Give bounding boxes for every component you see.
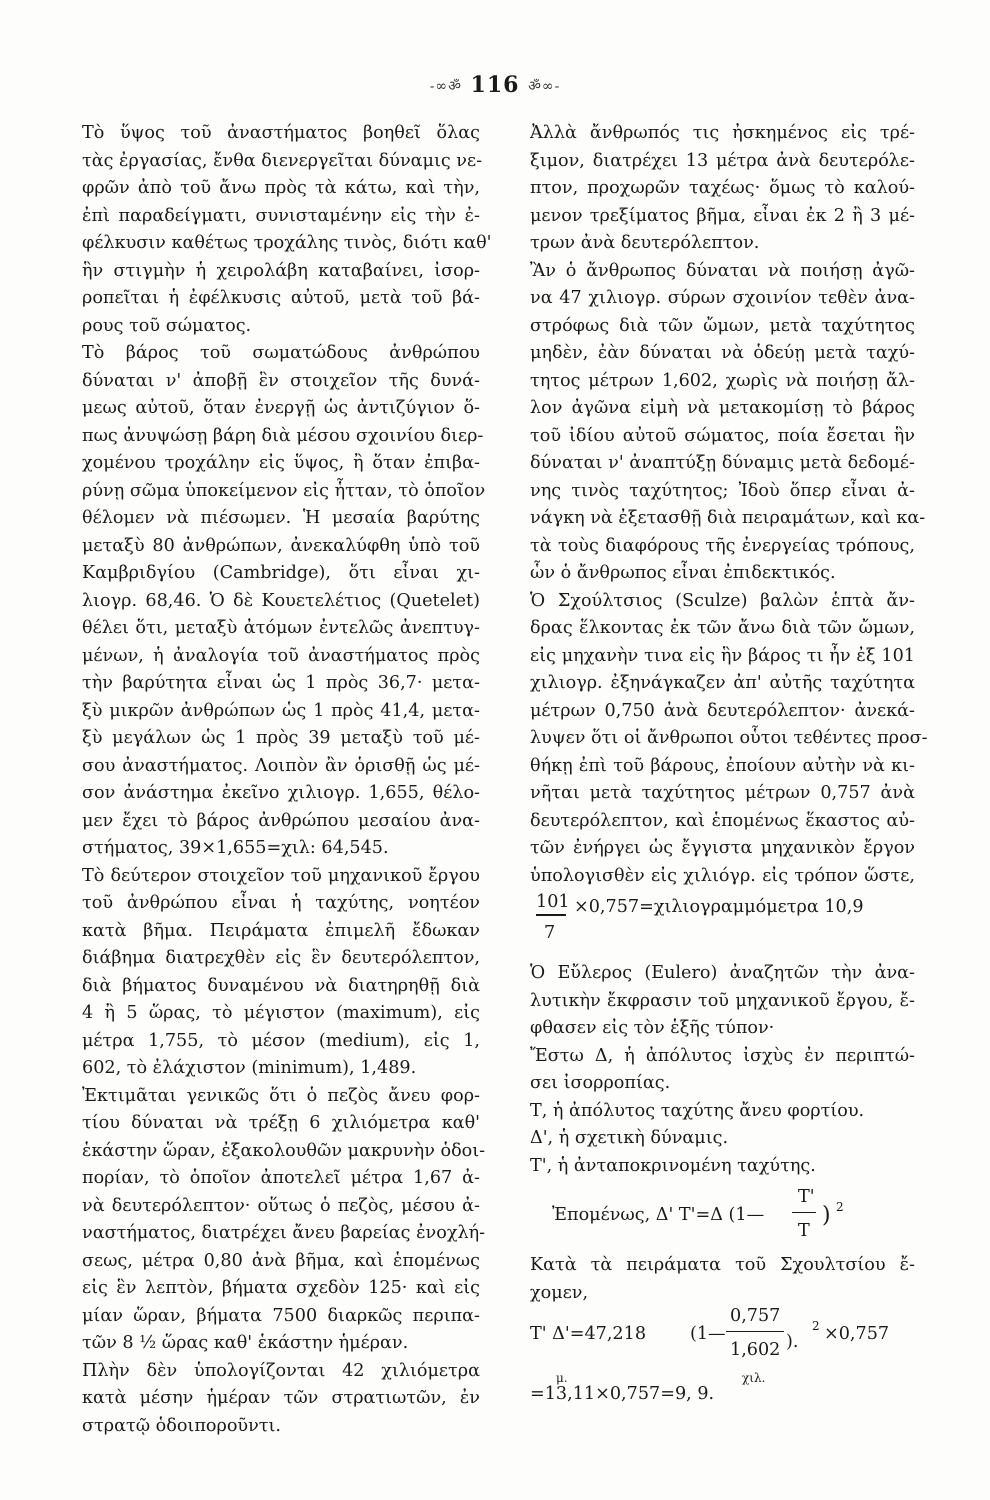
left-column xyxy=(82,120,492,1440)
text-line: τὰς ἐργασίας, ἔνθα διενεργεῖται δύναμις νε- xyxy=(82,150,483,171)
text-line: νῆται μετὰ ταχύτητος μέτρων 0,757 ἀνὰ xyxy=(530,783,915,803)
text-line: στήματος, 39×1,655=χιλ: 64,545. xyxy=(82,838,389,858)
ornament-left: -∞ॐ xyxy=(429,78,462,95)
text-line: χομεν, xyxy=(530,1282,589,1303)
text-line: λιογρ. 68,46. Ὁ δὲ Κουετελέτιος (Quetelet) xyxy=(82,590,480,611)
text-line: χομένου τροχάλην εἰς ὕψος, ἢ ὅταν ἐπιβα- xyxy=(82,453,480,473)
formula-tail: ×0,757 xyxy=(824,1324,890,1344)
text-line: πως ἀνυψώσῃ βάρη διὰ μέσου σχοινίου διερ- xyxy=(82,425,484,446)
text-line: Καμβριδγίου (Cambridge), ὅτι εἶναι χι- xyxy=(82,563,480,583)
text-line: μέτρα 1,755, τὸ μέσον (medium), εἰς 1, xyxy=(82,1030,480,1051)
text-line: τρων ἀνὰ δευτερόλεπτον. xyxy=(530,233,760,253)
text-line: ἣν στιγμὴν ἡ χειρολάβη καταβαίνει, ἰσορ- xyxy=(82,260,480,281)
text-line: σεως, μέτρα 0,80 ἀνὰ βῆμα, καὶ ἑπομένως xyxy=(82,1250,480,1271)
text-line: ὑπολογισθὲν εἰς χιλιόγρ. εἰς τρόπον ὥστε, xyxy=(530,865,915,886)
formula-exponent: 2 xyxy=(836,1200,844,1214)
text-line: πορίαν, τὸ ὁποῖον ἀποτελεῖ μέτρα 1,67 ἀ- xyxy=(82,1168,480,1188)
text-line: Ἀλλὰ ἄνθρωπός τις ἠσκημένος εἰς τρέ- xyxy=(530,123,915,143)
text-line: δρας ἕλκοντας ἐκ τῶν ἄνω διὰ τῶν ὤμων, xyxy=(530,618,915,638)
text-line: δύναται ν' ἀποβῇ ἓν στοιχεῖον τῆς δυνά- xyxy=(82,370,480,391)
text-line: μεν ἔχει τὸ βάρος ἀνθρώπου μεσαίου ἀνα- xyxy=(82,810,480,831)
text-line: 4 ἢ 5 ὥρας, τὸ μέγιστον (maximum), εἰς xyxy=(82,1003,480,1023)
text-line: τὴν βαρύτητα εἶναι ὡς 1 πρὸς 36,7· μετα- xyxy=(82,673,480,693)
page-header xyxy=(0,72,990,98)
text-line: τίου δύναται νὰ τρέξῃ 6 χιλιόμετρα καθ' xyxy=(82,1113,480,1133)
text-line: δευτερόλεπτον, καὶ ἑπομένως ἕκαστος αὐ- xyxy=(530,810,915,831)
text-line: Τὸ ὕψος τοῦ ἀναστήματος βοηθεῖ ὅλας xyxy=(82,123,480,143)
text-line: ροπεῖται ἡ ἐφέλκυσις αὐτοῦ, μετὰ τοῦ βά- xyxy=(82,288,480,308)
text-line: σου ἀναστήματος. Λοιπὸν ἂν ὁρισθῇ ὡς μέ- xyxy=(82,755,480,776)
text-line: Ἐκτιμᾶται γενικῶς ὅτι ὁ πεζὸς ἄνευ φορ- xyxy=(82,1085,480,1106)
formula-unit-m: μ. xyxy=(556,1371,568,1385)
text-line: τοῦ ἰδίου αὐτοῦ σώματος, ποία ἔσεται ἣν xyxy=(530,425,915,446)
text-line: σον ἀνάστημα ἐκεῖνο χιλιογρ. 1,655, θέλο- xyxy=(82,783,480,803)
formula-denominator: Τ xyxy=(798,1221,810,1241)
text-line: τοῦ ἀνθρώπου εἶναι ἡ ταχύτης, νοητέον xyxy=(82,893,480,913)
text-line: λυψεν ὅτι οἱ ἄνθρωποι οὗτοι τεθέντες προσ- xyxy=(530,728,928,748)
text-line: νάγκη νὰ ἐξετασθῇ διὰ πειραμάτων, καὶ κα- xyxy=(530,508,926,528)
formula-denominator: 1,602 xyxy=(730,1340,781,1360)
text-line: τῶν 8 ½ ὥρας καθ' ἑκάστην ἡμέραν. xyxy=(82,1333,409,1353)
text-line: τητος μέτρων 1,602, χωρὶς νὰ ποιήσῃ ἄλ- xyxy=(530,370,915,391)
formula-schulze xyxy=(530,890,915,950)
text-line: διὰ βήματος δυναμένου νὰ διατηρηθῇ διὰ xyxy=(82,975,480,996)
formula-euler xyxy=(530,1180,915,1252)
text-line: ἐπὶ παραδείγματι, συνισταμένην εἰς τὴν ἐ- xyxy=(82,205,480,226)
text-line: εἰς μηχανὴν τινα εἰς ἣν βάρος τι ἦν ἐξ 101 xyxy=(530,645,915,666)
text-line: ρύνῃ σῶμα ὑποκείμενον εἰς ἧτταν, τὸ ὁποῖον xyxy=(82,480,486,501)
formula-close: ). xyxy=(786,1332,799,1352)
text-line: ἑκάστην ὥραν, ἐξακολουθῶν μακρυνὴν ὁδοι- xyxy=(82,1140,486,1161)
text-line: να 47 χιλιογρ. σύρων σχοινίον τεθὲν ἀνα- xyxy=(530,288,915,308)
text-line: λον ἀγῶνα εἰμὴ νὰ μετακομίσῃ τὸ βάρος xyxy=(530,398,915,418)
text-line: θήκῃ ἐπὶ τοῦ βάρους, ἐποίουν αὐτὴν νὰ κι- xyxy=(530,755,915,776)
text-line: θέλομεν νὰ πιέσωμεν. Ἡ μεσαία βαρύτης xyxy=(82,508,480,528)
formula-denominator: 7 xyxy=(544,923,556,943)
text-line: στρόφως διὰ τῶν ὤμων, μετὰ ταχύτητος xyxy=(530,315,915,336)
text-line: Τ', ἡ ἀνταποκρινομένη ταχύτης. xyxy=(530,1155,816,1176)
text-line: νὰ δευτερόλεπτον· οὕτως ὁ πεζὸς, μέσου ἀ- xyxy=(82,1195,480,1216)
text-line: μενον τρεξίματος βῆμα, εἶναι ἐκ 2 ἢ 3 μέ- xyxy=(530,205,915,226)
text-line: δύναται ν' ἀναπτύξῃ δύναμις μετὰ δεδομέ- xyxy=(530,453,915,473)
right-column xyxy=(530,120,928,1419)
text-line: σει ἰσορροπίας. xyxy=(530,1073,671,1093)
text-line: Κατὰ τὰ πειράματα τοῦ Σχουλτσίου ἔ- xyxy=(530,1255,915,1275)
text-line: ρους τοῦ σώματος. xyxy=(82,315,252,336)
formula-lead: Ἐπομένως, Δ' Τ'=Δ (1— xyxy=(552,1205,765,1225)
text-line: ξιμον, διατρέχει 13 μέτρα ἀνὰ δευτερόλε- xyxy=(530,150,915,171)
text-line: Πλὴν δὲν ὑπολογίζονται 42 χιλιόμετρα xyxy=(82,1360,480,1381)
text-line: κατὰ μέσην ἡμέραν τῶν στρατιωτῶν, ἐν xyxy=(82,1388,480,1408)
text-line: Ὁ Σχούλτσιος (Sculze) βαλὼν ἑπτὰ ἄν- xyxy=(530,590,915,611)
text-line: στρατῷ ὁδοιποροῦντι. xyxy=(82,1415,282,1436)
text-line: μηδὲν, ἐὰν δύναται νὰ ὁδεύῃ μετὰ ταχύ- xyxy=(530,343,915,363)
formula-numerator: Τ' xyxy=(798,1187,815,1207)
formula-numerator: 101 xyxy=(536,890,566,916)
text-line: Ἂν ὁ ἄνθρωπος δύναται νὰ ποιήσῃ ἀγῶ- xyxy=(530,260,915,281)
text-line: διάβημα διατρεχθὲν εἰς ἓν δευτερόλεπτον, xyxy=(82,948,480,968)
text-line: φρῶν ἀπὸ τοῦ ἄνω πρὸς τὰ κάτω, καὶ τὴν, xyxy=(82,178,480,198)
text-line: νης τινὸς ταχύτητος; Ἰδοὺ ὅπερ εἶναι ἀ- xyxy=(530,480,915,501)
text-line: Δ', ἡ σχετικὴ δύναμις. xyxy=(530,1128,729,1148)
formula-expression: ×0,757=χιλιογραμμόμετρα 10,9 xyxy=(574,897,864,917)
text-line: λυτικὴν ἔκφρασιν τοῦ μηχανικοῦ ἔργου, ἔ- xyxy=(530,990,915,1011)
text-line: εἰς ἓν λεπτὸν, βήματα σχεδὸν 125· καὶ εἰς xyxy=(82,1278,480,1298)
text-line: ξὺ μεγάλων ὡς 1 πρὸς 39 μεταξὺ τοῦ μέ- xyxy=(82,728,480,748)
text-line: μεταξὺ 80 ἀνθρώπων, ἀνεκαλύφθη ὑπὸ τοῦ xyxy=(82,535,480,556)
text-line: Τὸ βάρος τοῦ σωματώδους ἀνθρώπου xyxy=(82,343,480,363)
text-line: τῶν ἐνήργει ὡς ἔγγιστα μηχανικὸν ἔργον xyxy=(530,838,915,858)
formula-result xyxy=(530,1307,915,1419)
formula-close: ) xyxy=(822,1203,831,1228)
text-line: μένων, ἡ ἀναλογία τοῦ ἀναστήματος πρὸς xyxy=(82,645,480,666)
text-line: τὰ τοὺς διαφόρους τῆς ἐνεργείας τρόπους, xyxy=(530,535,915,556)
text-line: φθασεν εἰς τὸν ἑξῆς τύπον· xyxy=(530,1018,775,1038)
text-line: πτον, προχωρῶν ταχέως· ὅμως τὸ καλού- xyxy=(530,178,915,198)
text-line: Ἔστω Δ, ἡ ἀπόλυτος ἰσχὺς ἐν περιπτώ- xyxy=(530,1045,915,1066)
text-line: μέτρων 0,750 ἀνὰ δευτερόλεπτον· ἀνεκά- xyxy=(530,700,915,721)
formula-numerator: 0,757 xyxy=(730,1306,781,1326)
formula-exponent: 2 xyxy=(812,1319,820,1333)
text-line: Τὸ δεύτερον στοιχεῖον τοῦ μηχανικοῦ ἔργου xyxy=(82,865,480,886)
text-line: μεως αὐτοῦ, ὅταν ἐνεργῇ ὡς ἀντιζύγιον ὅ- xyxy=(82,398,480,418)
ornament-right: ॐ∞- xyxy=(528,78,561,95)
text-line: θέλει ὅτι, μεταξὺ ἀτόμων ἐντελῶς ἀνεπτυγ- xyxy=(82,618,480,638)
text-line: κατὰ βῆμα. Πειράματα ἐπιμελῆ ἔδωκαν xyxy=(82,920,480,941)
formula-unit-kg: χιλ. xyxy=(742,1371,766,1385)
text-line: χιλιογρ. ἐξηνάγκαζεν ἀπ' αὐτῆς ταχύτητα xyxy=(530,673,915,693)
formula-open: (1— xyxy=(690,1324,726,1344)
text-line: Ὁ Εὔλερος (Eulero) ἀναζητῶν τὴν ἀνα- xyxy=(530,963,915,983)
text-line: ξὺ μικρῶν ἀνθρώπων ὡς 1 πρὸς 41,4, μετα- xyxy=(82,700,480,721)
text-line: μίαν ὥραν, βήματα 7500 διαρκῶς περιπα- xyxy=(82,1305,480,1326)
text-line: ναστήματος, διατρέχει ἄνευ βαρείας ἐνοχλή- xyxy=(82,1223,486,1243)
page-number: 116 xyxy=(470,72,520,98)
text-line: Τ, ἡ ἀπόλυτος ταχύτης ἄνευ φορτίου. xyxy=(530,1100,865,1121)
text-line: 602, τὸ ἐλάχιστον (minimum), 1,489. xyxy=(82,1058,417,1078)
text-line: ὧν ὁ ἄνθρωπος εἶναι ἐπιδεκτικός. xyxy=(530,563,836,583)
formula-line2: =13,11×0,757=9, 9. xyxy=(530,1384,715,1404)
formula-lead: Τ' Δ'=47,218 xyxy=(530,1324,647,1344)
text-line: φέλκυσιν καθέτως τροχάλης τινὸς, διότι καθ' xyxy=(82,233,492,253)
